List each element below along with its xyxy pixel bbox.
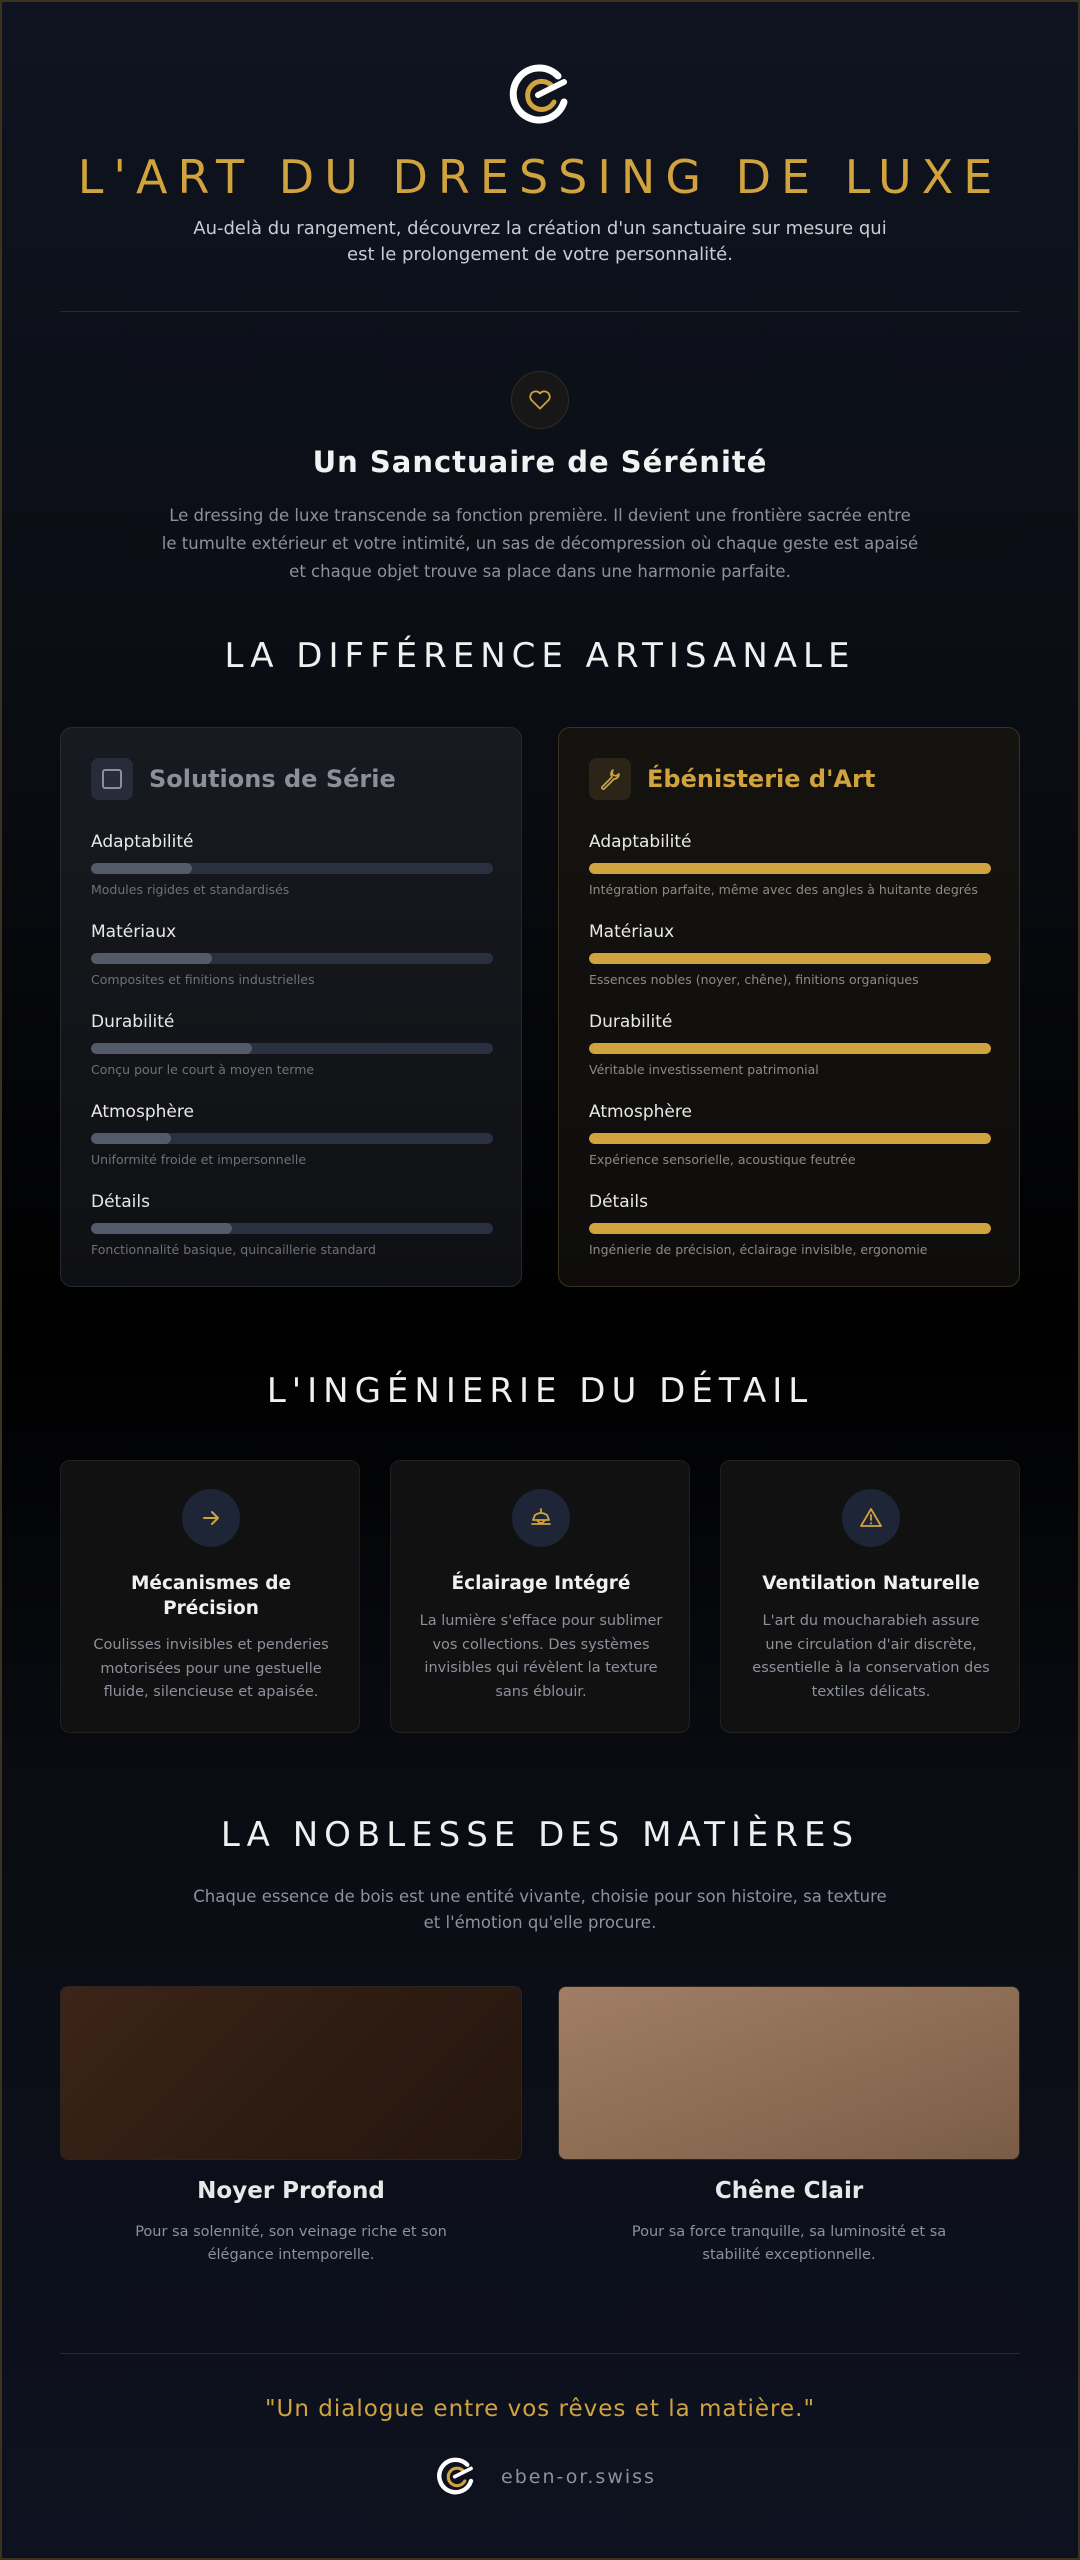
triangle-icon (842, 1489, 900, 1547)
engineering-heading: L'INGÉNIERIE DU DÉTAIL (266, 1371, 814, 1411)
feature-desc: L'art du moucharabieh assure une circulation d'air discrète, essentielle à la conservation des textiles délicats. (752, 1613, 990, 1700)
comparison-heading: LA DIFFÉRENCE ARTISANALE (224, 636, 856, 676)
footer-logo-icon (436, 2456, 476, 2496)
metric-label: Détails (91, 1192, 150, 1212)
metric-bar-track (589, 863, 991, 874)
art-title: Ébénisterie d'Art (647, 765, 876, 793)
footer-quote: "Un dialogue entre vos rêves et la matière." (264, 2396, 816, 2422)
brand-logo-icon (508, 62, 572, 126)
metric-row (91, 832, 491, 922)
metric-label: Matériaux (91, 922, 177, 942)
metric-bar-fill (91, 1223, 232, 1234)
metric-bar-track (91, 863, 493, 874)
metric-desc: Expérience sensorielle, acoustique feutrée (589, 1152, 856, 1167)
metric-bar-track (91, 1043, 493, 1054)
art-metrics (589, 832, 989, 1282)
feature-card-mecanismes (60, 1460, 360, 1733)
serie-card (60, 727, 522, 1287)
metric-row (589, 1102, 989, 1192)
wrench-icon (589, 758, 631, 800)
metric-bar-fill (91, 1043, 252, 1054)
metric-label: Adaptabilité (589, 832, 692, 852)
art-card (558, 727, 1020, 1287)
feature-title: Ventilation Naturelle (762, 1573, 980, 1594)
feature-desc: Coulisses invisibles et penderies motorisées pour une gestuelle fluide, silencieuse et apaisée. (93, 1637, 329, 1700)
material-desc-chene: Pour sa force tranquille, sa luminosité et sa stabilité exceptionnelle. (631, 2224, 947, 2263)
feature-desc: La lumière s'efface pour sublimer vos collections. Des systèmes invisibles qui révèlent la texture sans éblouir. (419, 1613, 663, 1700)
metric-desc: Uniformité froide et impersonnelle (91, 1152, 307, 1167)
metric-bar-fill (589, 953, 991, 964)
metric-bar-fill (91, 1133, 171, 1144)
divider (60, 311, 1020, 312)
metric-bar-track (91, 1223, 493, 1234)
metric-bar-fill (91, 863, 192, 874)
chene-swatch (558, 1986, 1020, 2160)
metric-row (91, 1012, 491, 1102)
material-name-chene: Chêne Clair (714, 2178, 864, 2204)
metric-desc: Ingénierie de précision, éclairage invisible, ergonomie (589, 1242, 928, 1257)
metric-desc: Fonctionnalité basique, quincaillerie standard (91, 1242, 376, 1257)
intro-text: Au-delà du rangement, découvrez la création d'un sanctuaire sur mesure qui est le prolongement de votre personnalité. (193, 218, 887, 265)
metric-bar-track (589, 1223, 991, 1234)
metric-bar-track (589, 1133, 991, 1144)
metric-bar-fill (589, 1043, 991, 1054)
metric-desc: Essences nobles (noyer, chêne), finitions organiques (589, 972, 919, 987)
metric-bar-track (589, 1043, 991, 1054)
metric-desc: Composites et finitions industrielles (91, 972, 315, 987)
metric-label: Adaptabilité (91, 832, 194, 852)
metric-row (589, 1012, 989, 1102)
metric-desc: Conçu pour le court à moyen terme (91, 1062, 315, 1077)
heart-icon (511, 371, 569, 429)
metric-label: Matériaux (589, 922, 675, 942)
noyer-swatch (60, 1986, 522, 2160)
sanctuary-body: Le dressing de luxe transcende sa fonction première. Il devient une frontière sacrée entre le tumulte extérieur et votre intimité, un sas de décompression où chaque geste est apaisé et chaque objet trouve sa place dans une harmonie parfaite. (161, 506, 919, 581)
metric-label: Atmosphère (91, 1102, 194, 1122)
serie-metrics (91, 832, 491, 1282)
metric-desc: Véritable investissement patrimonial (589, 1062, 819, 1077)
metric-bar-track (91, 953, 493, 964)
page-title: L'ART DU DRESSING DE LUXE (77, 150, 1003, 204)
material-name-noyer: Noyer Profond (197, 2178, 385, 2204)
materials-intro: Chaque essence de bois est une entité vivante, choisie pour son histoire, sa texture et l'émotion qu'elle procure. (193, 1887, 887, 1932)
metric-label: Durabilité (91, 1012, 175, 1032)
feature-title: Mécanismes de Précision (131, 1573, 291, 1619)
metric-row (589, 922, 989, 1012)
metric-row (589, 1192, 989, 1282)
metric-bar-track (589, 953, 991, 964)
feature-card-eclairage (390, 1460, 690, 1733)
material-desc-noyer: Pour sa solennité, son veinage riche et son élégance intemporelle. (135, 2224, 447, 2263)
lamp-icon (512, 1489, 570, 1547)
materials-heading: LA NOBLESSE DES MATIÈRES (220, 1815, 860, 1855)
metric-desc: Intégration parfaite, même avec des angles à huitante degrés (589, 882, 978, 897)
metric-label: Détails (589, 1192, 648, 1212)
divider (60, 2353, 1020, 2354)
square-icon (91, 758, 133, 800)
metric-bar-fill (589, 863, 991, 874)
feature-title: Éclairage Intégré (451, 1573, 631, 1594)
metric-bar-fill (91, 953, 212, 964)
metric-desc: Modules rigides et standardisés (91, 882, 290, 897)
arrow-right-icon (182, 1489, 240, 1547)
metric-row (91, 922, 491, 1012)
metric-label: Atmosphère (589, 1102, 692, 1122)
metric-row (589, 832, 989, 922)
domain-link[interactable]: eben-or.swiss (501, 2466, 656, 2488)
metric-bar-fill (589, 1133, 991, 1144)
serie-title: Solutions de Série (149, 765, 396, 793)
metric-row (91, 1102, 491, 1192)
sanctuary-title: Un Sanctuaire de Sérénité (312, 445, 768, 479)
feature-card-ventilation (720, 1460, 1020, 1733)
metric-row (91, 1192, 491, 1282)
metric-bar-fill (589, 1223, 991, 1234)
metric-label: Durabilité (589, 1012, 673, 1032)
metric-bar-track (91, 1133, 493, 1144)
